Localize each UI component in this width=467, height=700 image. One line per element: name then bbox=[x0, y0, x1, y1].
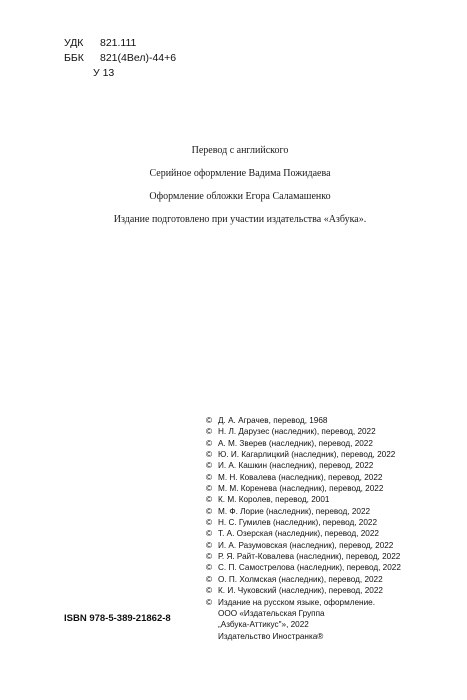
copyright-icon: © bbox=[206, 416, 213, 425]
copyright-icon: © bbox=[206, 506, 213, 516]
copyright-entry-text: Ю. И. Кагарлицкий (наследник), перевод, 2022 bbox=[218, 450, 396, 460]
copyright-entry-text: И. А. Кашкин (наследник), перевод, 2022 bbox=[218, 461, 374, 471]
copyright-icon: © bbox=[206, 586, 213, 596]
copyright-entry-text: Д. А. Аграчев, перевод, 1968 bbox=[218, 416, 328, 425]
bbk-code bbox=[64, 51, 254, 66]
copyright-entry bbox=[206, 585, 436, 596]
copyright-icon: © bbox=[206, 427, 213, 437]
copyright-icon: © bbox=[206, 540, 213, 550]
copyright-entry bbox=[206, 438, 436, 449]
copyright-entry bbox=[206, 562, 436, 573]
copyright-icon: © bbox=[206, 484, 213, 494]
copyright-entry bbox=[206, 551, 436, 562]
author-mark-value: У 13 bbox=[93, 67, 115, 79]
copyright-entry bbox=[206, 574, 436, 585]
copyright-icon: © bbox=[206, 495, 213, 505]
copyright-entry-text: Т. А. Озерская (наследник), перевод, 2022 bbox=[218, 529, 379, 539]
copyright-entry bbox=[206, 483, 436, 494]
copyright-entry bbox=[206, 528, 436, 539]
copyright-entry-text: К. М. Королев, перевод, 2001 bbox=[218, 495, 330, 505]
cover-design-credit: Оформление обложки Егора Саламашенко bbox=[149, 191, 331, 202]
credits-block bbox=[60, 144, 420, 236]
copyright-entry-text: О. П. Холмская (наследник), перевод, 2022 bbox=[218, 574, 383, 584]
copyright-entry-text: С. П. Самострелова (наследник), перевод, 2022 bbox=[218, 563, 401, 573]
translation-note: Перевод с английского bbox=[191, 145, 289, 156]
copyright-icon: © bbox=[206, 450, 213, 460]
copyright-icon: © bbox=[206, 563, 213, 573]
copyright-icon: © bbox=[206, 438, 213, 448]
publisher-line: ООО «Издательская Группа bbox=[218, 608, 325, 618]
copyright-icon: © bbox=[206, 597, 213, 607]
copyright-icon: © bbox=[206, 472, 213, 482]
isbn-number: ISBN 978-5-389-21862-8 bbox=[64, 613, 171, 624]
copyright-entry-text: К. И. Чуковский (наследник), перевод, 2022 bbox=[218, 586, 383, 596]
copyright-entry bbox=[206, 415, 436, 426]
copyright-icon: © bbox=[206, 552, 213, 562]
copyright-entry bbox=[206, 597, 436, 608]
bbk-label: ББК bbox=[64, 52, 84, 64]
publisher-participation-note: Издание подготовлено при участии издательства «Азбука». bbox=[113, 214, 367, 225]
copyright-icon: © bbox=[206, 574, 213, 584]
copyright-icon: © bbox=[206, 461, 213, 471]
copyright-entry bbox=[206, 517, 436, 528]
copyright-entry bbox=[206, 449, 436, 460]
copyright-entry-text: М. М. Коренева (наследник), перевод, 2022 bbox=[218, 484, 384, 494]
publisher-line: Издательство Иностранка® bbox=[218, 631, 324, 641]
copyright-entry bbox=[206, 472, 436, 483]
copyright-entry bbox=[206, 506, 436, 517]
author-mark bbox=[64, 66, 254, 81]
copyright-entry-text: Издание на русском языке, оформление. bbox=[218, 597, 375, 607]
udk-code bbox=[64, 36, 254, 51]
copyright-entry-text: М. Н. Ковалева (наследник), перевод, 2022 bbox=[218, 472, 383, 482]
copyright-list bbox=[206, 415, 436, 642]
copyright-entry-text: А. М. Зверев (наследник), перевод, 2022 bbox=[218, 438, 373, 448]
copyright-entry-text: Р. Я. Райт-Ковалева (наследник), перевод, 2022 bbox=[218, 552, 401, 562]
copyright-icon: © bbox=[206, 529, 213, 539]
udk-value: 821.111 bbox=[100, 37, 137, 49]
copyright-entry-text: Н. С. Гумилев (наследник), перевод, 2022 bbox=[218, 518, 378, 528]
bbk-value: 821(4Вел)-44+6 bbox=[100, 52, 177, 64]
series-design-credit: Серийное оформление Вадима Пожидаева bbox=[149, 168, 331, 179]
copyright-entry-text: И. А. Разумовская (наследник), перевод, 2022 bbox=[218, 540, 394, 550]
publisher-line: „Азбука-Аттикус"», 2022 bbox=[218, 620, 309, 630]
copyright-entry-text: М. Ф. Лорие (наследник), перевод, 2022 bbox=[218, 506, 371, 516]
publisher-block bbox=[206, 608, 436, 642]
classification-codes bbox=[64, 36, 254, 81]
copyright-entry-text: Н. Л. Дарузес (наследник), перевод, 2022 bbox=[218, 427, 376, 437]
udk-label: УДК bbox=[64, 37, 84, 49]
copyright-entry bbox=[206, 540, 436, 551]
copyright-icon: © bbox=[206, 518, 213, 528]
copyright-entry bbox=[206, 460, 436, 471]
copyright-entry bbox=[206, 494, 436, 505]
copyright-entry bbox=[206, 426, 436, 437]
